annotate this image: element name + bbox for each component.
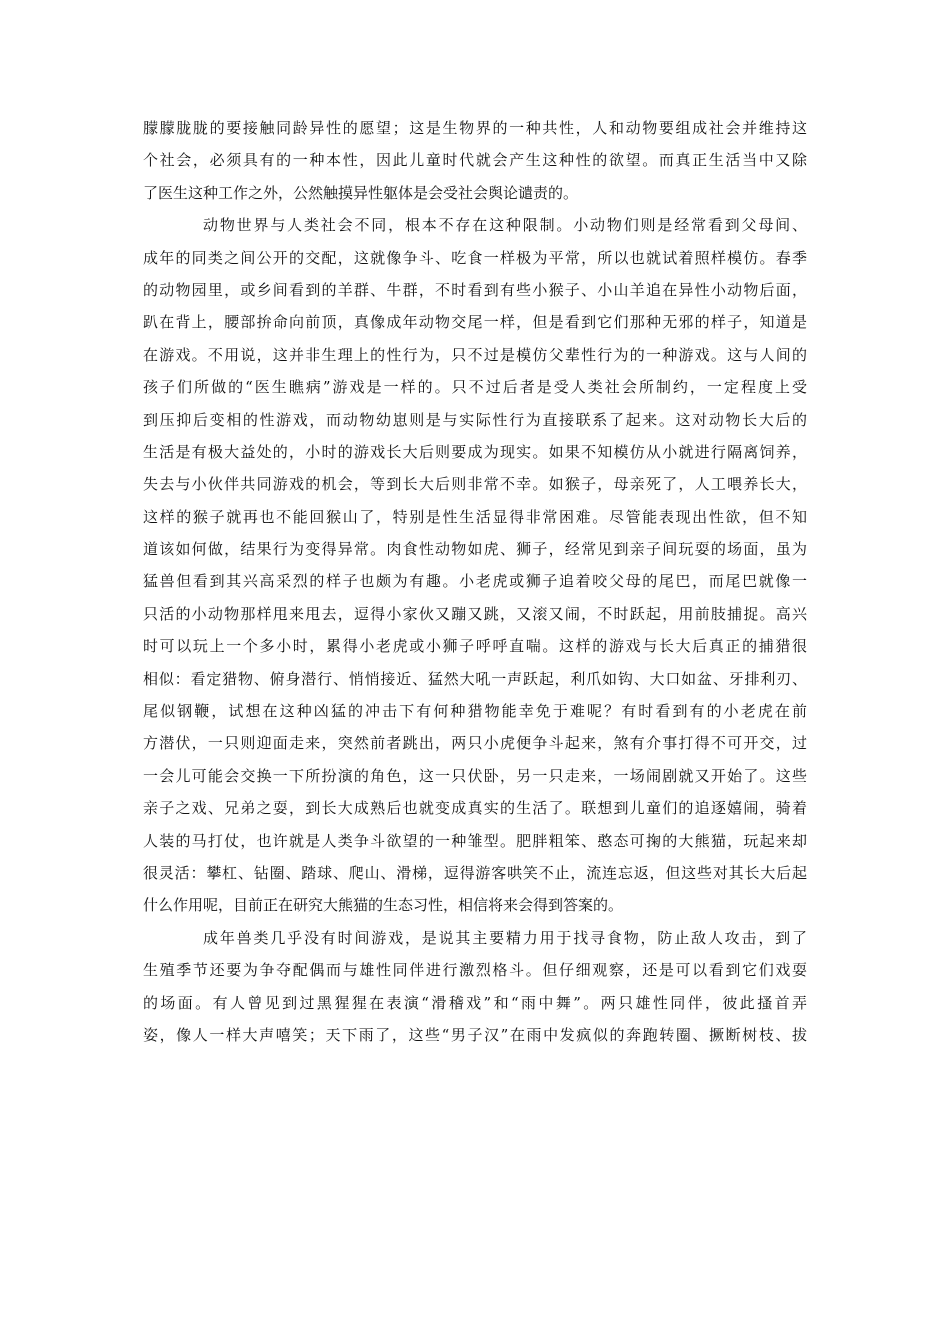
text-line: 猛兽但看到其兴高采烈的样子也颇为有趣。小老虎或狮子追着咬父母的尾巴，而尾巴就像一 — [143, 572, 807, 591]
text-line: 动物世界与人类社会不同，根本不存在这种限制。小动物们则是经常看到父母间、 — [203, 216, 807, 235]
text-line: 了医生这种工作之外，公然触摸异性躯体是会受社会舆论谴责的。 — [143, 183, 579, 202]
text-line: 尾似钢鞭，试想在这种凶猛的冲击下有何种猎物能幸免于难呢？有时看到有的小老虎在前 — [143, 702, 807, 721]
text-line: 亲子之戏、兄弟之耍，到长大成熟后也就变成真实的生活了。联想到儿童们的追逐嬉闹，骑着 — [143, 799, 807, 818]
text-line: 到压抑后变相的性游戏，而动物幼崽则是与实际性行为直接联系了起来。这对动物长大后的 — [143, 410, 807, 429]
text-line: 成年的同类之间公开的交配，这就像争斗、吃食一样极为平常，所以也就试着照样模仿。春季 — [143, 248, 807, 267]
text-line: 在游戏。不用说，这并非生理上的性行为，只不过是模仿父辈性行为的一种游戏。这与人间的 — [143, 345, 807, 364]
text-line: 时可以玩上一个多小时，累得小老虎或小狮子呼呼直喘。这样的游戏与长大后真正的捕猎很 — [143, 637, 807, 656]
text-line: 很灵活：攀杠、钻圈、踏球、爬山、滑梯，逗得游客哄笑不止，流连忘返，但这些对其长大后起 — [143, 863, 807, 882]
text-line: 一会儿可能会交换一下所扮演的角色，这一只伏卧，另一只走来，一场闹剧就又开始了。这些 — [143, 766, 807, 785]
text-line: 相似：看定猎物、俯身潜行、悄悄接近、猛然大吼一声跃起，利爪如钩、大口如盆、牙排利刃、 — [143, 669, 807, 688]
text-line: 生活是有极大益处的，小时的游戏长大后则要成为现实。如果不知模仿从小就进行隔离饲养， — [143, 442, 807, 461]
paragraph-1 — [143, 112, 807, 209]
text-line: 姿，像人一样大声嘻笑；天下雨了，这些“男子汉”在雨中发疯似的奔跑转圈、撅断树枝、拔 — [143, 1025, 807, 1044]
text-line: 道该如何做，结果行为变得异常。肉食性动物如虎、狮子，经常见到亲子间玩耍的场面，虽为 — [143, 540, 807, 559]
text-line: 只活的小动物那样甩来甩去，逗得小家伙又蹦又跳，又滚又闹，不时跃起，用前肢捕捉。高兴 — [143, 604, 807, 623]
text-line: 个社会，必须具有的一种本性，因此儿童时代就会产生这种性的欲望。而真正生活当中又除 — [143, 151, 807, 170]
text-line: 趴在背上，腰部拚命向前顶，真像成年动物交尾一样，但是看到它们那种无邪的样子，知道是 — [143, 313, 807, 332]
paragraph-2 — [143, 209, 807, 922]
text-line: 的动物园里，或乡间看到的羊群、牛群，不时看到有些小猴子、小山羊追在异性小动物后面， — [143, 280, 807, 299]
text-line: 什么作用呢，目前正在研究大熊猫的生态习性，相信将来会得到答案的。 — [143, 896, 624, 915]
paragraph-3 — [143, 922, 807, 1052]
text-line: 成年兽类几乎没有时间游戏，是说其主要精力用于找寻食物，防止敌人攻击，到了 — [203, 928, 807, 947]
text-line: 生殖季节还要为争夺配偶而与雄性同伴进行激烈格斗。但仔细观察，还是可以看到它们戏耍 — [143, 961, 807, 980]
text-line: 这样的猴子就再也不能回猴山了，特别是性生活显得非常困难。尽管能表现出性欲，但不知 — [143, 507, 807, 526]
text-line: 朦朦胧胧的要接触同龄异性的愿望；这是生物界的一种共性，人和动物要组成社会并维持这 — [143, 119, 807, 137]
text-line: 失去与小伙伴共同游戏的机会，等到长大后则非常不幸。如猴子，母亲死了，人工喂养长大， — [143, 475, 807, 494]
text-line: 人装的马打仗，也许就是人类争斗欲望的一种雏型。肥胖粗笨、憨态可掬的大熊猫，玩起来却 — [143, 831, 807, 850]
text-line: 的场面。有人曾见到过黑猩猩在表演“滑稽戏”和“雨中舞”。两只雄性同伴，彼此搔首弄 — [143, 993, 807, 1012]
text-line: 方潜伏，一只则迎面走来，突然前者跳出，两只小虎便争斗起来，煞有介事打得不可开交，过 — [143, 734, 807, 753]
text-line: 孩子们所做的“医生瞧病”游戏是一样的。只不过后者是受人类社会所制约，一定程度上受 — [143, 378, 807, 397]
document-page — [143, 112, 807, 1051]
